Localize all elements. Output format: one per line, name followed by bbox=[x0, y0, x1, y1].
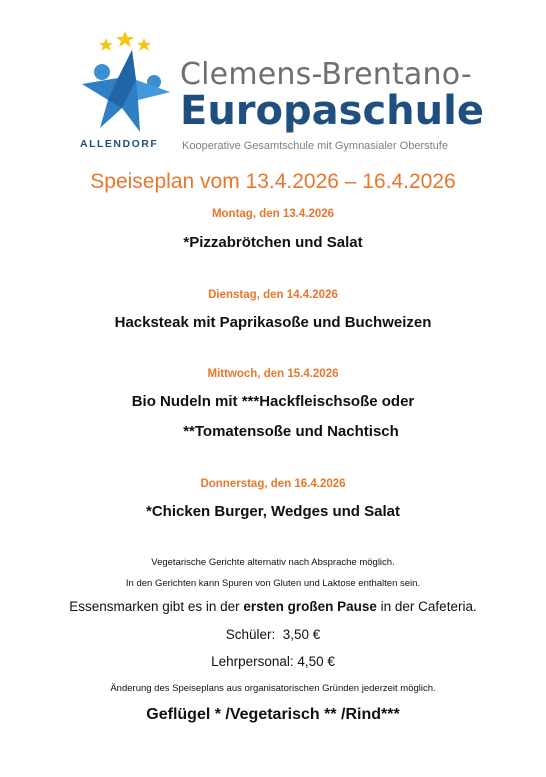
school-location: ALLENDORF bbox=[80, 138, 159, 150]
star-icon bbox=[137, 38, 151, 51]
price-students: Schüler: 3,50 € bbox=[225, 627, 321, 642]
dish-monday: *Pizzabrötchen und Salat bbox=[183, 234, 363, 251]
dish-tuesday: Hacksteak mit Paprikasoße und Buchweizen bbox=[114, 314, 432, 331]
legend: Geflügel * /Vegetarisch ** /Rind*** bbox=[146, 706, 400, 723]
day-heading-tuesday: Dienstag, den 14.4.2026 bbox=[208, 289, 338, 301]
note-meal-tokens-bold: ersten großen Pause bbox=[243, 599, 377, 614]
school-subtitle: Kooperative Gesamtschule mit Gymnasialer Oberstufe bbox=[182, 140, 448, 152]
price-teachers: Lehrpersonal: 4,50 € bbox=[211, 654, 335, 669]
dish-thursday: *Chicken Burger, Wedges und Salat bbox=[146, 503, 400, 520]
dish-wednesday-line2: **Tomatensoße und Nachtisch bbox=[183, 423, 399, 440]
school-logo bbox=[78, 28, 484, 158]
day-heading-wednesday: Mittwoch, den 15.4.2026 bbox=[207, 368, 339, 380]
star-figure-logo-icon bbox=[78, 28, 178, 138]
note-vegetarian: Vegetarische Gerichte alternativ nach Absprache möglich. bbox=[151, 557, 395, 568]
page-title: Speiseplan vom 13.4.2026 – 16.4.2026 bbox=[90, 170, 456, 193]
school-name-line2: Europaschule bbox=[180, 88, 484, 134]
note-meal-tokens bbox=[0, 599, 546, 614]
day-heading-monday: Montag, den 13.4.2026 bbox=[211, 208, 335, 220]
day-heading-thursday: Donnerstag, den 16.4.2026 bbox=[200, 478, 346, 490]
star-icon bbox=[99, 38, 113, 51]
note-meal-tokens-pre: Essensmarken gibt es in der bbox=[69, 599, 244, 614]
note-meal-tokens-post: in der Cafeteria. bbox=[376, 599, 477, 614]
dish-wednesday-line1: Bio Nudeln mit ***Hackfleischsoße oder bbox=[131, 393, 415, 410]
note-allergens: In den Gerichten kann Spuren von Gluten und Laktose enthalten sein. bbox=[125, 578, 421, 589]
star-icon bbox=[116, 31, 134, 47]
school-name-line1: Clemens-Brentano- bbox=[180, 57, 472, 92]
note-changes: Änderung des Speiseplans aus organisatorischen Gründen jederzeit möglich. bbox=[110, 683, 436, 694]
